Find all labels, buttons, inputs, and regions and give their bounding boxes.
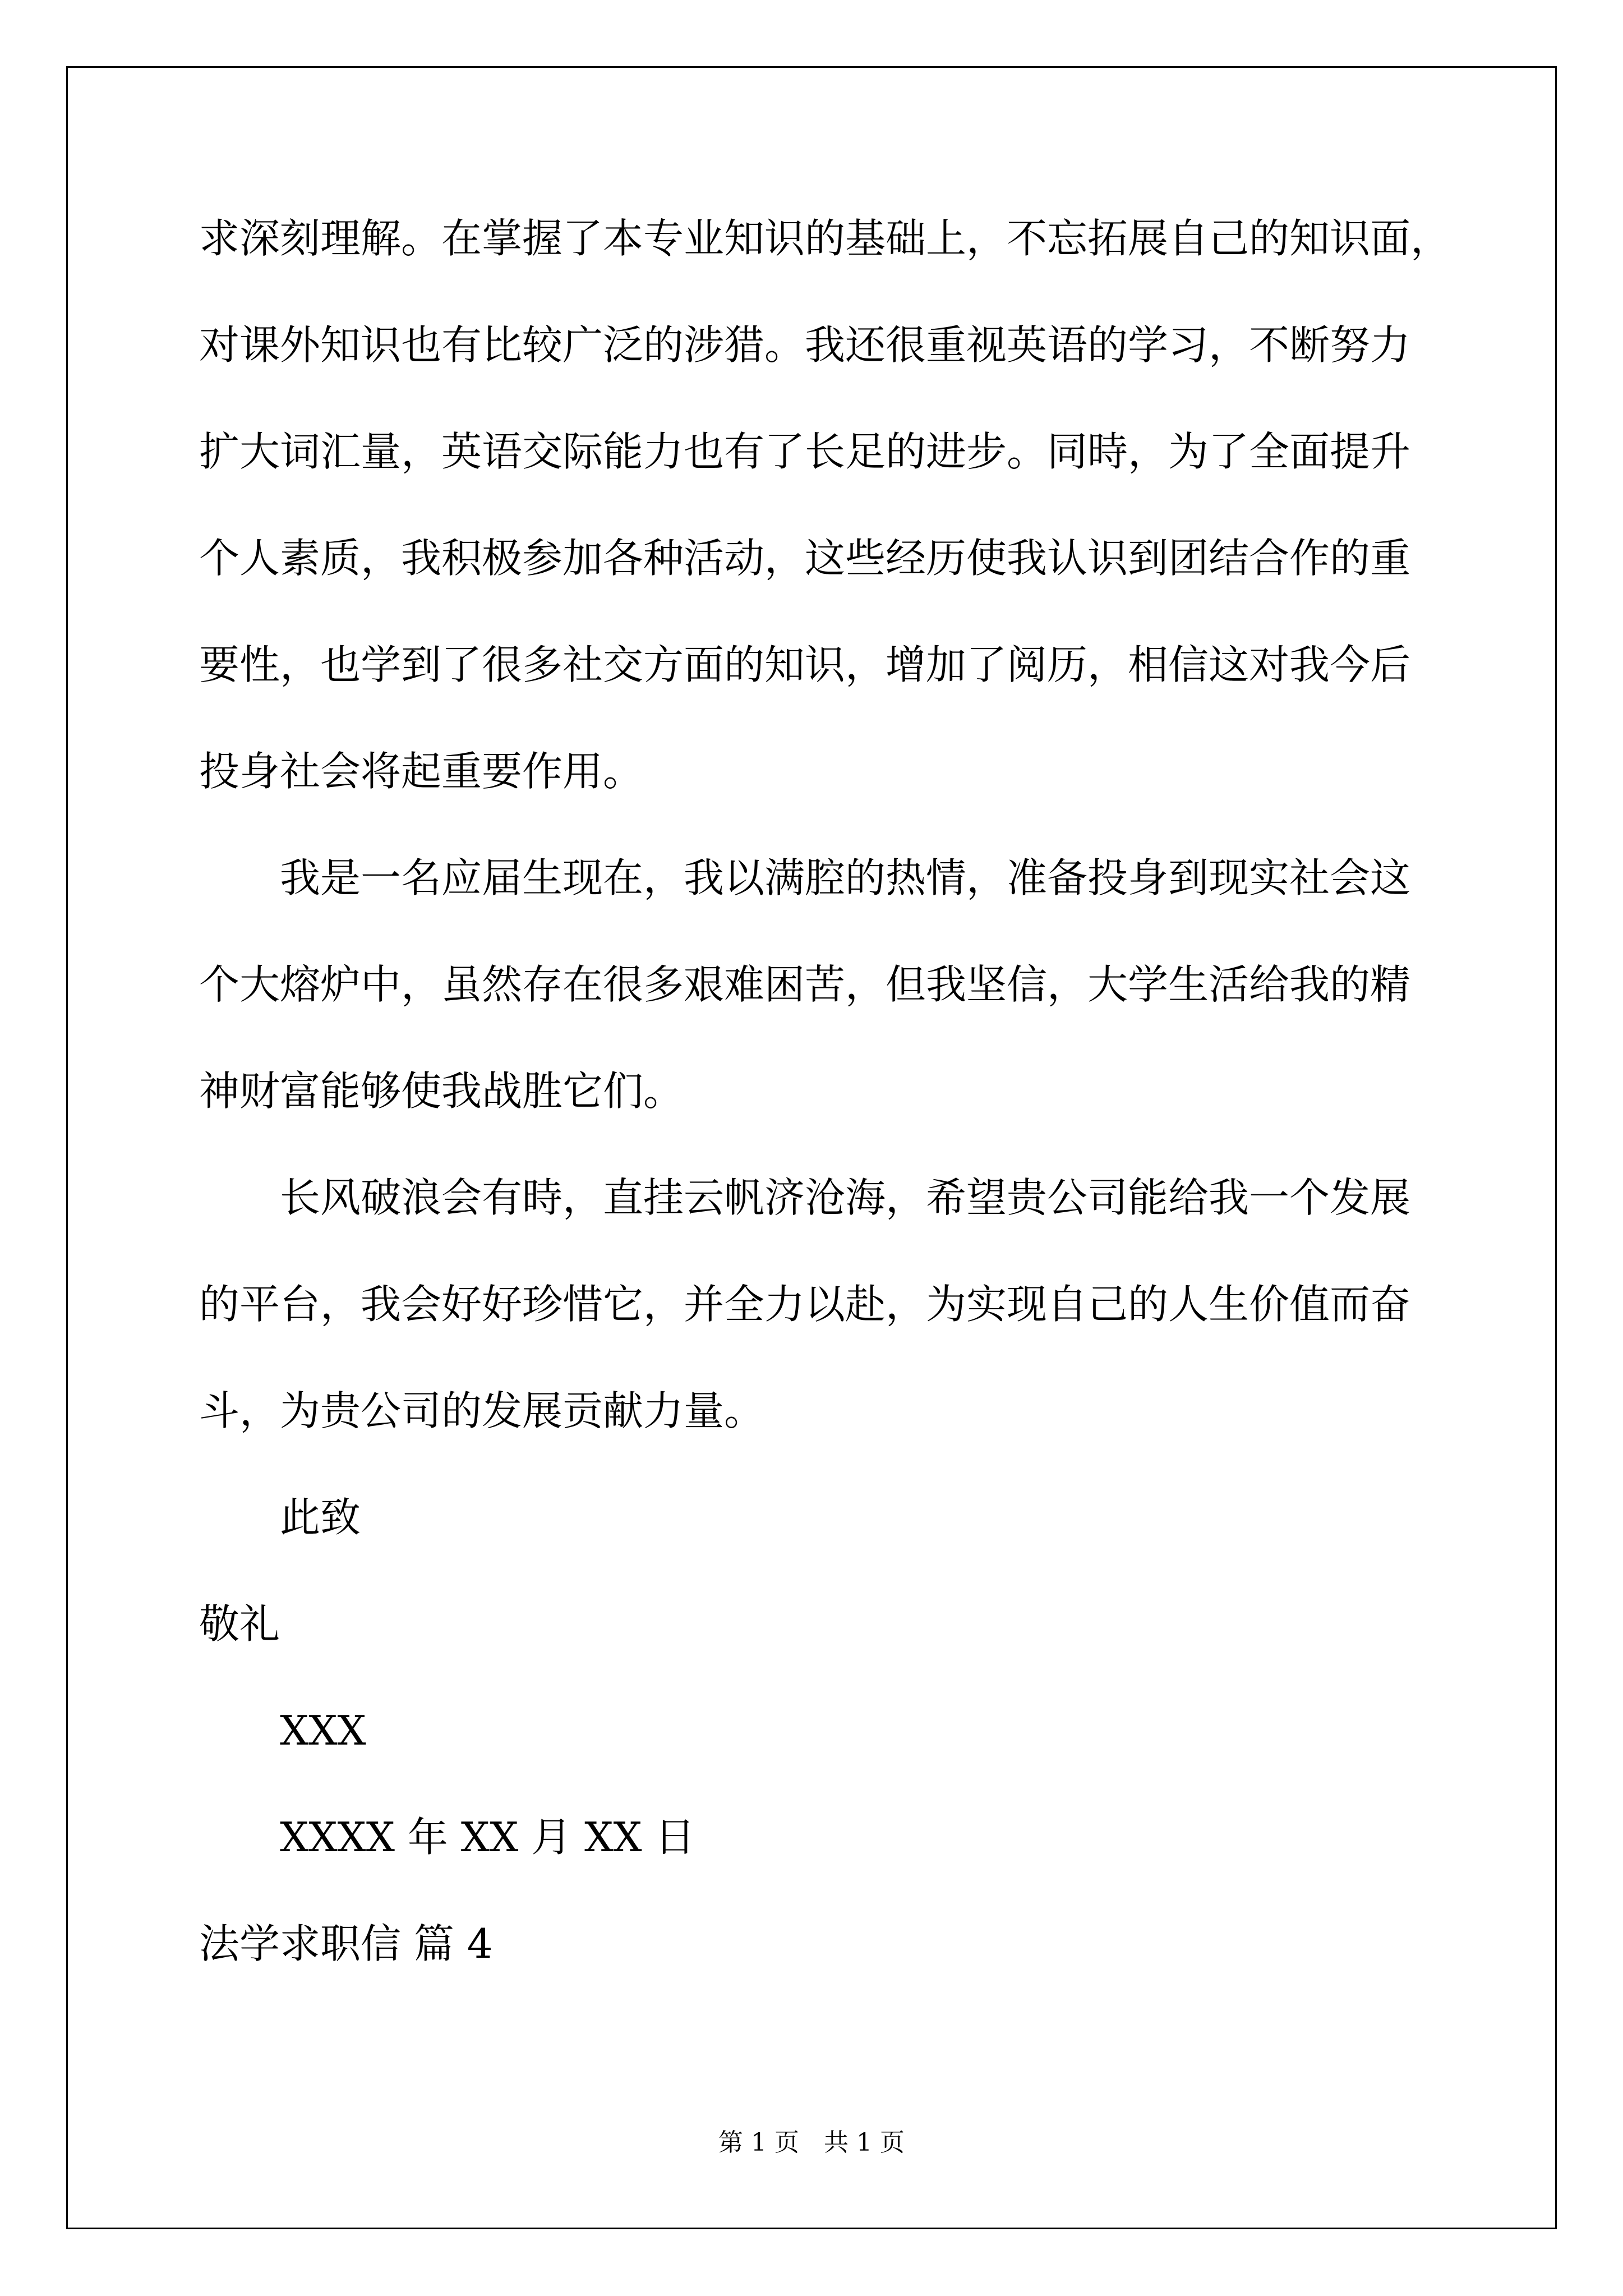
text-line: 长风破浪会有時，直挂云帆济沧海，希望贵公司能给我一个发展	[280, 1174, 1411, 1221]
text-line: 要性，也学到了很多社交方面的知识，增加了阅历，相信这对我今后	[199, 641, 1411, 688]
closing-line: 此致	[280, 1494, 361, 1541]
paragraph-1	[199, 185, 1451, 825]
text-line: 扩大词汇量，英语交际能力也有了长足的进步。同時，为了全面提升	[199, 428, 1411, 475]
text-line: 斗，为贵公司的发展贡献力量。	[199, 1387, 765, 1434]
paragraph-3	[199, 1144, 1433, 1464]
text-line: 投身社会将起重要作用。	[199, 748, 644, 795]
text-line: 神财富能够使我战胜它们。	[199, 1068, 684, 1115]
signature-line: XXX	[280, 1707, 366, 1754]
paragraph-2	[199, 825, 1433, 1144]
text-line: 个人素质，我积极参加各种活动，这些经历使我认识到团结合作的重	[199, 535, 1411, 582]
date-line: XXXX 年 XX 月 XX 日	[280, 1814, 695, 1861]
text-line: 的平台，我会好好珍惜它，并全力以赴，为实现自己的人生价值而奋	[199, 1281, 1411, 1328]
page-footer: 第 1 页 共 1 页	[718, 2128, 905, 2157]
text-line: 我是一名应届生现在，我以满腔的热情，准备投身到现实社会这	[280, 854, 1411, 901]
text-line: 对课外知识也有比较广泛的涉猎。我还很重视英语的学习，不断努力	[199, 321, 1411, 369]
text-line: 求深刻理解。在掌握了本专业知识的基础上，不忘拓展自己的知识面，	[199, 215, 1451, 262]
next-section-heading: 法学求职信 篇 4	[199, 1920, 493, 1967]
text-line: 个大熔炉中，虽然存在很多艰难困苦，但我坚信，大学生活给我的精	[199, 961, 1411, 1008]
salutation-line: 敬礼	[199, 1600, 280, 1648]
letter-body	[199, 185, 1451, 1997]
